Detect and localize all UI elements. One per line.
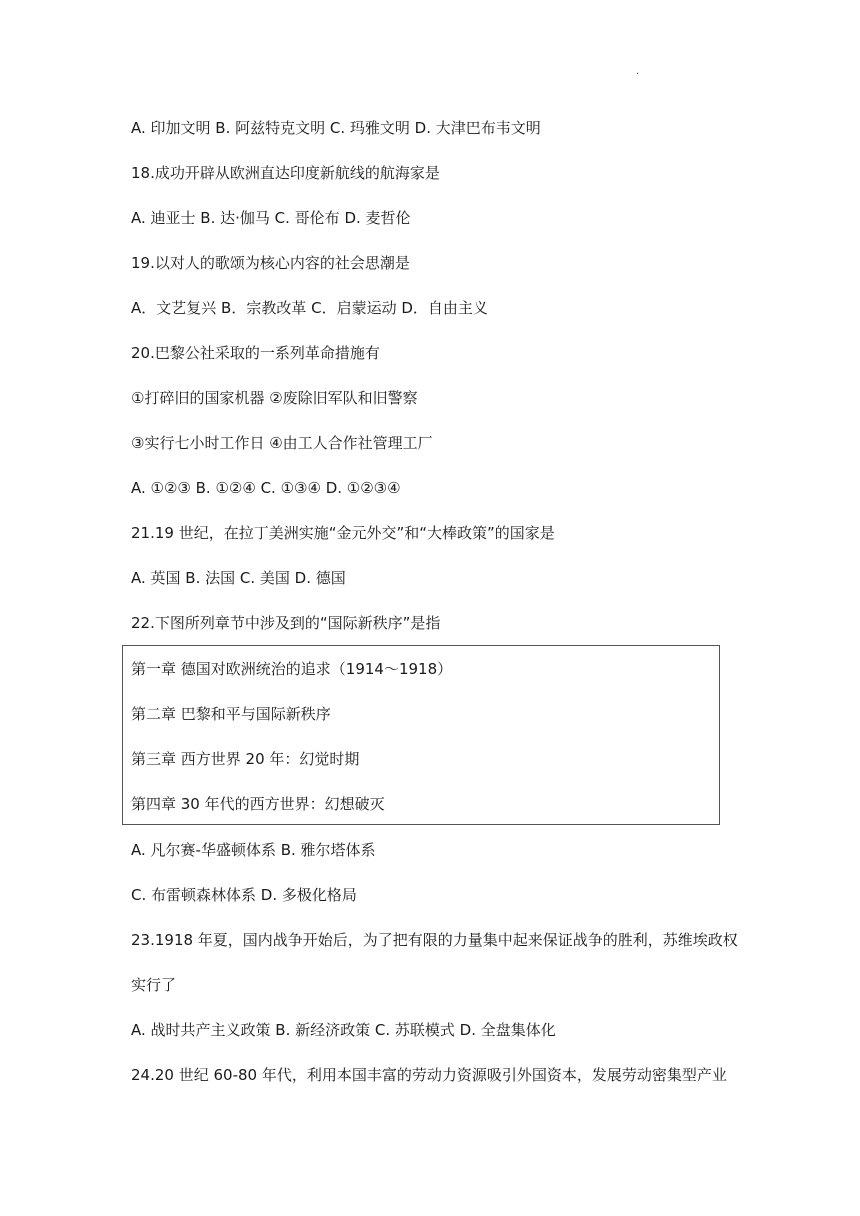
q21-question: 21.19 世纪，在拉丁美洲实施“金元外交”和“大棒政策”的国家是 xyxy=(131,524,555,542)
q22-options-ab: A. 凡尔赛-华盛顿体系 B. 雅尔塔体系 xyxy=(131,841,376,859)
q17-options: A. 印加文明 B. 阿兹特克文明 C. 玛雅文明 D. 大津巴布韦文明 xyxy=(131,119,541,137)
q19-options: A．文艺复兴 B．宗教改革 C．启蒙运动 D．自由主义 xyxy=(131,299,488,317)
q18-options: A. 迪亚士 B. 达·伽马 C. 哥伦布 D. 麦哲伦 xyxy=(131,209,411,227)
chapter-2: 第二章 巴黎和平与国际新秩序 xyxy=(131,705,331,723)
q20-statement-1: ①打碎旧的国家机器 ②废除旧军队和旧警察 xyxy=(131,389,418,407)
chapter-3: 第三章 西方世界 20 年：幻觉时期 xyxy=(131,750,360,768)
q22-options-cd: C. 布雷顿森林体系 D. 多极化格局 xyxy=(131,886,357,904)
q24-question: 24.20 世纪 60-80 年代，利用本国丰富的劳动力资源吸引外国资本，发展劳动密集型产业 xyxy=(131,1066,727,1084)
q20-statement-2: ③实行七小时工作日 ④由工人合作社管理工厂 xyxy=(131,434,433,452)
chapter-4: 第四章 30 年代的西方世界：幻想破灭 xyxy=(131,795,385,813)
header-mark: . xyxy=(636,66,640,77)
q23-options: A. 战时共产主义政策 B. 新经济政策 C. 苏联模式 D. 全盘集体化 xyxy=(131,1021,556,1039)
q19-question: 19.以对人的歌颂为核心内容的社会思潮是 xyxy=(131,254,410,272)
q23-question: 23.1918 年夏，国内战争开始后，为了把有限的力量集中起来保证战争的胜利，苏维埃政权 xyxy=(131,931,738,949)
q23-question-cont: 实行了 xyxy=(131,976,177,994)
chapter-list-box xyxy=(122,645,720,825)
q21-options: A. 英国 B. 法国 C. 美国 D. 德国 xyxy=(131,569,346,587)
q20-question: 20.巴黎公社采取的一系列革命措施有 xyxy=(131,344,380,362)
chapter-1: 第一章 德国对欧洲统治的追求（1914～1918） xyxy=(131,660,453,678)
q22-question: 22.下图所列章节中涉及到的“国际新秩序”是指 xyxy=(131,614,441,632)
q20-options: A. ①②③ B. ①②④ C. ①③④ D. ①②③④ xyxy=(131,479,401,497)
q18-question: 18.成功开辟从欧洲直达印度新航线的航海家是 xyxy=(131,164,440,182)
